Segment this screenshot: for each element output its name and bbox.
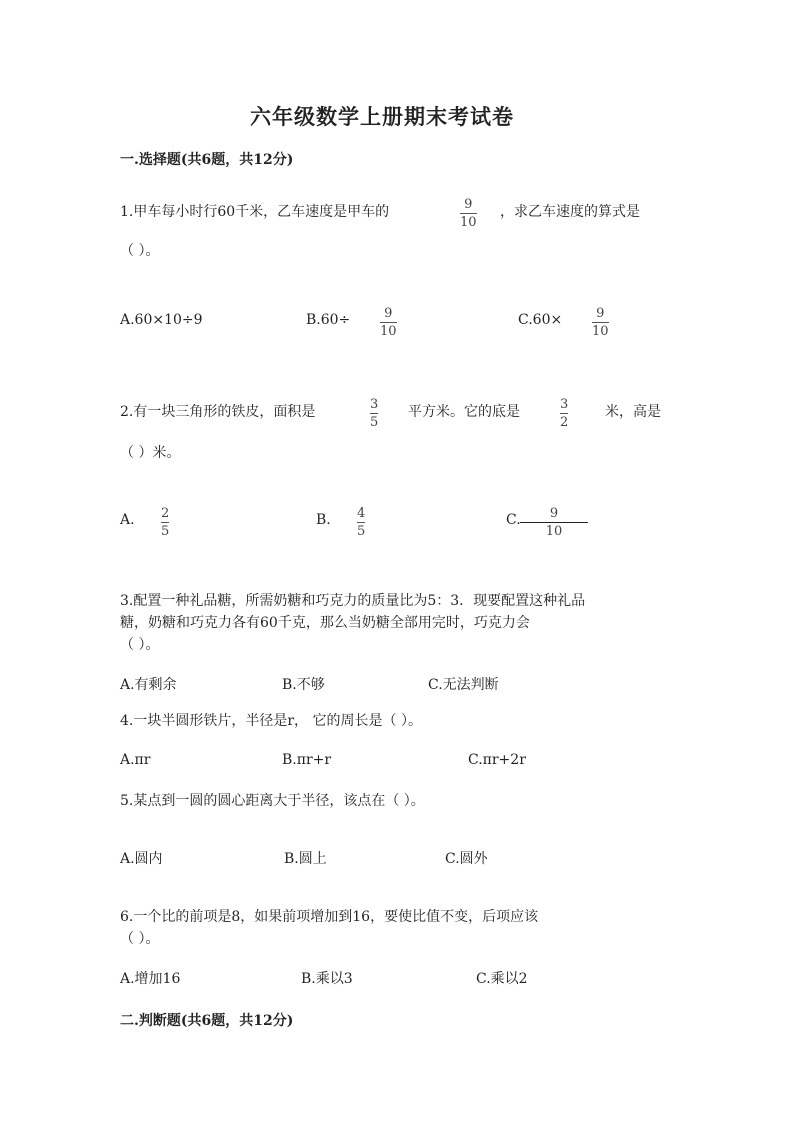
q1-option-c[interactable]: C.60×: [518, 312, 563, 328]
fraction-denominator: 10: [592, 324, 609, 339]
fraction-denominator: 10: [460, 215, 477, 230]
q6-option-b[interactable]: B.乘以3: [301, 971, 353, 987]
fraction-denominator: 10: [380, 324, 397, 339]
fraction-numerator: 9: [596, 306, 605, 321]
q3-option-a[interactable]: A.有剩余: [120, 677, 177, 693]
q1-text-line1b: ，求乙车速度的算式是: [500, 204, 640, 220]
section-1-header: 一.选择题(共6题，共12分): [120, 152, 294, 168]
q2-text-line1c: 米，高是: [605, 404, 661, 420]
q2-fraction-base: [560, 397, 568, 430]
fraction-denominator: 5: [370, 415, 379, 430]
q1-option-a[interactable]: A.60×10÷9: [120, 312, 203, 328]
fraction-denominator: 2: [560, 415, 569, 430]
q2-text-line1a: 2.有一块三角形的铁皮，面积是: [120, 404, 316, 420]
fraction-denominator: 5: [357, 524, 366, 539]
fraction-numerator: 9: [549, 506, 559, 521]
q2-fraction-area: [370, 397, 378, 430]
q5-option-c[interactable]: C.圆外: [445, 851, 488, 867]
q2-option-b[interactable]: B.: [316, 512, 331, 528]
fraction-numerator: 2: [161, 506, 170, 521]
q4-text-line1: 4.一块半圆形铁片，半径是r， 它的周长是（ ）。: [120, 713, 422, 729]
q2-option-a[interactable]: A.: [120, 512, 135, 528]
q3-option-b[interactable]: B.不够: [282, 677, 325, 693]
q1-option-c-fraction: [592, 306, 609, 339]
q6-text-line2: （ ）。: [120, 931, 160, 947]
q1-option-b[interactable]: B.60÷: [306, 312, 351, 328]
fraction-numerator: 9: [384, 306, 393, 321]
q1-option-b-fraction: [380, 306, 397, 339]
q2-text-line2: （ ）米。: [120, 445, 181, 461]
q6-option-c[interactable]: C.乘以2: [476, 971, 528, 987]
fraction-denominator: 5: [161, 524, 170, 539]
q2-option-a-fraction: [161, 506, 169, 539]
q2-text-line1b: 平方米。它的底是: [408, 404, 520, 420]
q4-option-b[interactable]: B.πr+r: [282, 752, 332, 768]
q3-option-c[interactable]: C.无法判断: [428, 677, 499, 693]
page-title: 六年级数学上册期末考试卷: [250, 104, 514, 129]
q4-option-a[interactable]: A.πr: [120, 752, 151, 768]
fraction-numerator: 3: [370, 397, 379, 412]
fraction-numerator: 9: [464, 197, 473, 212]
q5-option-a[interactable]: A.圆内: [120, 851, 163, 867]
q3-text-line1: 3.配置一种礼品糖，所需奶糖和巧克力的质量比为5：3．现要配置这种礼品: [120, 593, 586, 609]
q6-text-line1: 6.一个比的前项是8，如果前项增加到16，要使比值不变，后项应该: [120, 909, 539, 925]
q1-fraction: [460, 197, 477, 230]
q1-text-line1a: 1.甲车每小时行60千米，乙车速度是甲车的: [120, 204, 390, 220]
fraction-numerator: 3: [560, 397, 569, 412]
q2-option-c[interactable]: C.: [506, 512, 521, 528]
q3-text-line2: 糖，奶糖和巧克力各有60千克，那么当奶糖全部用完时，巧克力会: [120, 615, 530, 631]
q2-option-c-fraction: [520, 506, 588, 539]
q4-option-c[interactable]: C.πr+2r: [468, 752, 526, 768]
section-2-header: 二.判断题(共6题，共12分): [120, 1013, 294, 1029]
q5-option-b[interactable]: B.圆上: [284, 851, 327, 867]
q3-text-line3: （ ）。: [120, 637, 160, 653]
fraction-numerator: 4: [357, 506, 366, 521]
q6-option-a[interactable]: A.增加16: [120, 971, 181, 987]
q2-option-b-fraction: [357, 506, 365, 539]
q5-text-line1: 5.某点到一圆的圆心距离大于半径，该点在（ ）。: [120, 793, 425, 809]
q1-text-line2: （ ）。: [120, 243, 160, 259]
fraction-denominator: 10: [545, 524, 563, 539]
